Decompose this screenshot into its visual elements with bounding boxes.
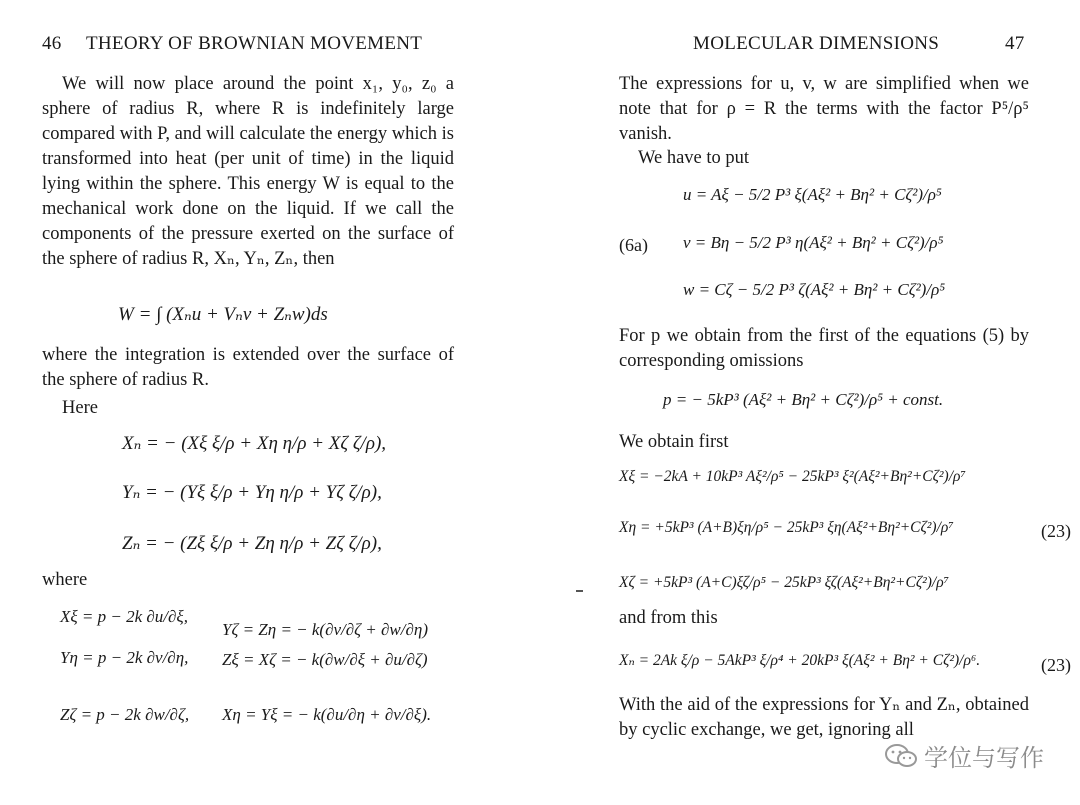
equation-Xxi: Xξ = p − 2k ∂u/∂ξ, — [60, 607, 188, 626]
watermark-text: 学位与写作 — [924, 744, 1044, 772]
equation-u: u = Aξ − 5/2 P³ ξ(Aξ² + Bη² + Cζ²)/ρ⁵ — [683, 185, 942, 204]
here-label: Here — [62, 398, 98, 418]
equation-Yzeta: Yζ = Zη = − k(∂v/∂ζ + ∂w/∂η) — [222, 620, 428, 639]
equation-label-23a: (23) — [1041, 521, 1071, 541]
equation-Xn-result: Xₙ = 2Ak ξ/ρ − 5AkP³ ξ/ρ⁴ + 20kP³ ξ(Aξ² + Bη² + Cζ²)/ρ⁶. — [619, 652, 981, 669]
right-page — [619, 0, 1071, 805]
right-page-number: 47 — [1005, 33, 1025, 54]
right-paragraph-2: For p we obtain from the first of the equations (5) by corresponding omissions — [619, 326, 1029, 371]
equation-X-eta: Xη = +5kP³ (A+B)ξη/ρ⁵ − 25kP³ ξη(Aξ²+Bη²+Cζ²)/ρ⁷ — [619, 519, 954, 536]
where-label: where — [42, 570, 88, 590]
equation-Yn: Yₙ = − (Yξ ξ/ρ + Yη η/ρ + Yζ ζ/ρ), — [122, 482, 382, 503]
equation-Zxi: Zξ = Xζ = − k(∂w/∂ξ + ∂u/∂ζ) — [222, 650, 428, 669]
we-obtain-first: We obtain first — [619, 432, 729, 452]
left-page-number: 46 — [42, 33, 62, 54]
equation-X-xi: Xξ = −2kA + 10kP³ Aξ²/ρ⁵ − 25kP³ ξ²(Aξ²+Bη²+Cζ²)/ρ⁷ — [619, 468, 966, 485]
equation-W: W = ∫ (Xₙu + Vₙv + Zₙw)ds — [118, 304, 328, 325]
equation-Yeta: Yη = p − 2k ∂v/∂η, — [60, 648, 189, 667]
equation-X-zeta: Xζ = +5kP³ (A+C)ξζ/ρ⁵ − 25kP³ ξζ(Aξ²+Bη²+Cζ²)/ρ⁷ — [619, 574, 950, 591]
right-paragraph-1: The expressions for u, v, w are simplified when we note that for ρ = R the terms with the factor P⁵/ρ⁵ vanish. — [619, 74, 1029, 144]
left-running-head: THEORY OF BROWNIAN MOVEMENT — [86, 33, 423, 54]
right-paragraph-3: With the aid of the expressions for Yₙ and Zₙ, obtained by cyclic exchange, we get, ignoring all — [619, 695, 1029, 740]
and-from-this: and from this — [619, 608, 718, 628]
equation-w: w = Cζ − 5/2 P³ ζ(Aξ² + Bη² + Cζ²)/ρ⁵ — [683, 280, 946, 299]
watermark — [884, 738, 1044, 773]
left-page — [42, 0, 457, 805]
left-paragraph-1: We will now place around the point x₁, y₀, z₀ a sphere of radius R, where R is indefinitely large compared with P, and will calculate the energy which is transformed into heat (per unit of time) in the liquid lying within the sphere. This energy W is equal to the mechanical work done on the liquid. If we call the components of the pressure exerted on the surface of the sphere of radius R, Xₙ, Yₙ, Zₙ, then — [42, 74, 454, 269]
equation-Zzeta: Zζ = p − 2k ∂w/∂ζ, — [60, 705, 190, 724]
equation-label-23b: (23) — [1041, 655, 1071, 675]
equation-v: v = Bη − 5/2 P³ η(Aξ² + Bη² + Cζ²)/ρ⁵ — [683, 233, 944, 252]
stray-mark — [576, 590, 583, 592]
left-paragraph-2: where the integration is extended over the surface of the sphere of radius R. — [42, 345, 454, 390]
equation-label-6a: (6a) — [619, 235, 648, 255]
right-running-head: MOLECULAR DIMENSIONS — [693, 33, 940, 54]
equation-p: p = − 5kP³ (Aξ² + Bη² + Cζ²)/ρ⁵ + const. — [663, 390, 944, 409]
equation-Xn: Xₙ = − (Xξ ξ/ρ + Xη η/ρ + Xζ ζ/ρ), — [122, 433, 387, 454]
equation-Xeta: Xη = Yξ = − k(∂u/∂η + ∂v/∂ξ). — [222, 705, 432, 724]
we-have-to-put: We have to put — [638, 148, 750, 168]
wechat-icon — [884, 743, 918, 769]
equation-Zn: Zₙ = − (Zξ ξ/ρ + Zη η/ρ + Zζ ζ/ρ), — [122, 533, 382, 554]
